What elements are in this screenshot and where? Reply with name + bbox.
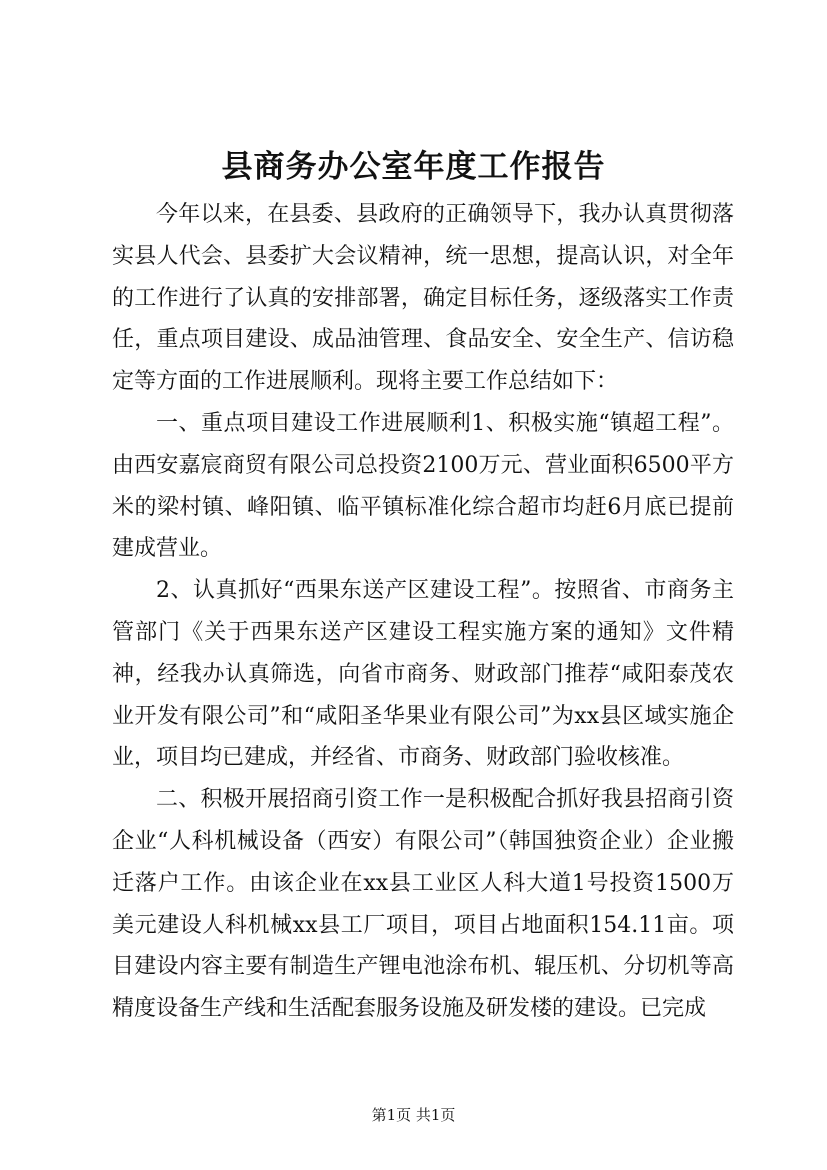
- document-body: [112, 194, 734, 1030]
- paragraph-investment: 二、积极开展招商引资工作一是积极配合抓好我县招商引资企业“人科机械设备（西安）有限公司”（韩国独资企业）企业搬迁落户工作。由该企业在xx县工业区人科大道1号投资1500万美元建设人科机械xx县工厂项目，项目占地面积154.11亩。项目建设内容主要有制造生产锂电池涂布机、辊压机、分切机等高精度设备生产线和生活配套服务设施及研发楼的建设。已完成: [112, 787, 734, 1022]
- page-footer: 第1页 共1页: [371, 1106, 456, 1124]
- paragraph-intro: 今年以来，在县委、县政府的正确领导下，我办认真贯彻落实县人代会、县委扩大会议精神，统一思想，提高认识，对全年的工作进行了认真的安排部署，确定目标任务，逐级落实工作责任，重点项目建设、成品油管理、食品安全、安全生产、信访稳定等方面的工作进展顺利。现将主要工作总结如下：: [112, 202, 734, 395]
- document-title: 县商务办公室年度工作报告: [221, 149, 606, 185]
- paragraph-key-projects: 一、重点项目建设工作进展顺利1、积极实施“镇超工程”。由西安嘉宸商贸有限公司总投资2100万元、营业面积6500平方米的梁村镇、峰阳镇、临平镇标准化综合超市均赶6月底已提前建成营业。: [112, 410, 734, 562]
- paragraph-fruit-project: 2、认真抓好“西果东送产区建设工程”。按照省、市商务主管部门《关于西果东送产区建设工程实施方案的通知》文件精神，经我办认真筛选，向省市商务、财政部门推荐“咸阳泰茂农业开发有限公司”和“咸阳圣华果业有限公司”为xx县区域实施企业，项目均已建成，并经省、市商务、财政部门验收核准。: [112, 578, 734, 771]
